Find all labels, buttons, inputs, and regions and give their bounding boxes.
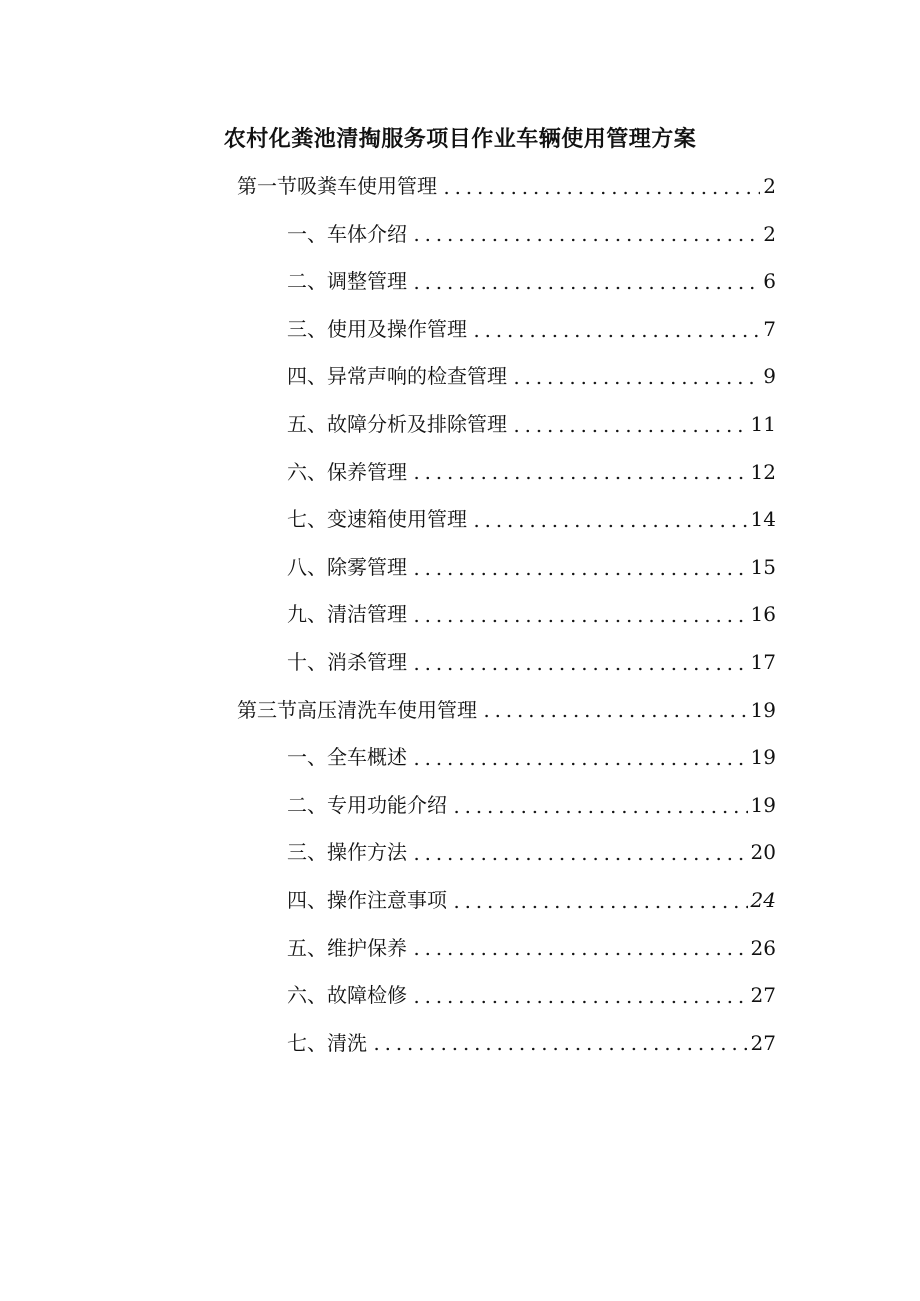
toc-subsection-entry[interactable] [0, 591, 776, 639]
toc-entry-label: 二、专用功能介绍 [287, 792, 447, 817]
toc-entry-label: 六、保养管理 [287, 459, 407, 484]
toc-dot-leader [411, 937, 748, 957]
toc-page-number: 24 [750, 887, 776, 912]
toc-dot-leader [411, 223, 760, 243]
toc-entry-label: 六、故障检修 [287, 983, 407, 1008]
toc-dot-leader [411, 557, 748, 577]
toc-dot-leader [411, 842, 748, 862]
toc-page-number: 27 [750, 983, 776, 1008]
toc-page-number: 12 [750, 459, 776, 484]
toc-section-entry[interactable] [0, 687, 776, 735]
toc-dot-leader [481, 699, 748, 719]
toc-dot-leader [511, 414, 748, 434]
toc-dot-leader [411, 461, 748, 481]
toc-entry-label: 三、操作方法 [287, 840, 407, 865]
document-title: 农村化粪池清掏服务项目作业车辆使用管理方案 [223, 127, 697, 152]
toc-subsection-entry[interactable] [0, 306, 776, 354]
toc-subsection-entry[interactable] [0, 829, 776, 877]
toc-page-number: 9 [763, 364, 776, 389]
toc-entry-label: 十、消杀管理 [287, 649, 407, 674]
toc-page-number: 27 [750, 1030, 776, 1055]
toc-subsection-entry[interactable] [0, 972, 776, 1020]
toc-dot-leader [411, 604, 748, 624]
toc-section-entry[interactable] [0, 163, 776, 211]
toc-entry-label: 七、变速箱使用管理 [287, 507, 467, 532]
toc-dot-leader [411, 985, 748, 1005]
toc-page-number: 6 [763, 269, 776, 294]
toc-entry-label: 一、车体介绍 [287, 221, 407, 246]
toc-subsection-entry[interactable] [0, 496, 776, 544]
toc-page-number: 19 [750, 697, 776, 722]
toc-dot-leader [371, 1032, 748, 1052]
toc-subsection-entry[interactable] [0, 877, 776, 925]
toc-entry-label: 五、故障分析及排除管理 [287, 411, 507, 436]
toc-entry-label: 四、异常声响的检查管理 [287, 364, 507, 389]
toc-dot-leader [511, 366, 760, 386]
toc-entry-label: 五、维护保养 [287, 935, 407, 960]
toc-dot-leader [411, 652, 748, 672]
toc-dot-leader [411, 747, 748, 767]
toc-dot-leader [441, 176, 760, 196]
toc-subsection-entry[interactable] [0, 1020, 776, 1068]
toc-subsection-entry[interactable] [0, 639, 776, 687]
toc-dot-leader [451, 795, 748, 815]
toc-subsection-entry[interactable] [0, 258, 776, 306]
toc-entry-label: 八、除雾管理 [287, 554, 407, 579]
toc-page-number: 2 [763, 174, 776, 198]
toc-page-number: 19 [750, 745, 776, 770]
toc-page-number: 17 [750, 649, 776, 674]
toc-page-number: 15 [750, 554, 776, 579]
toc-entry-label: 七、清洗 [287, 1030, 367, 1055]
toc-page-number: 26 [750, 935, 776, 960]
toc-dot-leader [471, 319, 760, 339]
toc-page-number: 11 [750, 411, 776, 436]
toc-subsection-entry[interactable] [0, 353, 776, 401]
toc-page-number: 2 [763, 221, 776, 246]
toc-page-number: 7 [763, 316, 776, 341]
toc-page-number: 19 [750, 792, 776, 817]
toc-page-number: 16 [750, 602, 776, 627]
toc-page-number: 14 [750, 507, 776, 532]
toc-subsection-entry[interactable] [0, 782, 776, 830]
toc-subsection-entry[interactable] [0, 734, 776, 782]
table-of-contents [0, 163, 920, 1067]
toc-subsection-entry[interactable] [0, 449, 776, 497]
toc-subsection-entry[interactable] [0, 544, 776, 592]
toc-entry-label: 第一节吸粪车使用管理 [237, 174, 437, 198]
toc-subsection-entry[interactable] [0, 925, 776, 973]
toc-page-number: 20 [750, 840, 776, 865]
toc-entry-label: 一、全车概述 [287, 745, 407, 770]
toc-entry-label: 三、使用及操作管理 [287, 316, 467, 341]
toc-entry-label: 二、调整管理 [287, 269, 407, 294]
toc-dot-leader [411, 271, 760, 291]
toc-entry-label: 第三节高压清洗车使用管理 [237, 697, 477, 722]
toc-entry-label: 九、清洁管理 [287, 602, 407, 627]
toc-entry-label: 四、操作注意事项 [287, 887, 447, 912]
toc-subsection-entry[interactable] [0, 401, 776, 449]
toc-dot-leader [471, 509, 748, 529]
toc-subsection-entry[interactable] [0, 211, 776, 259]
toc-dot-leader [451, 890, 748, 910]
